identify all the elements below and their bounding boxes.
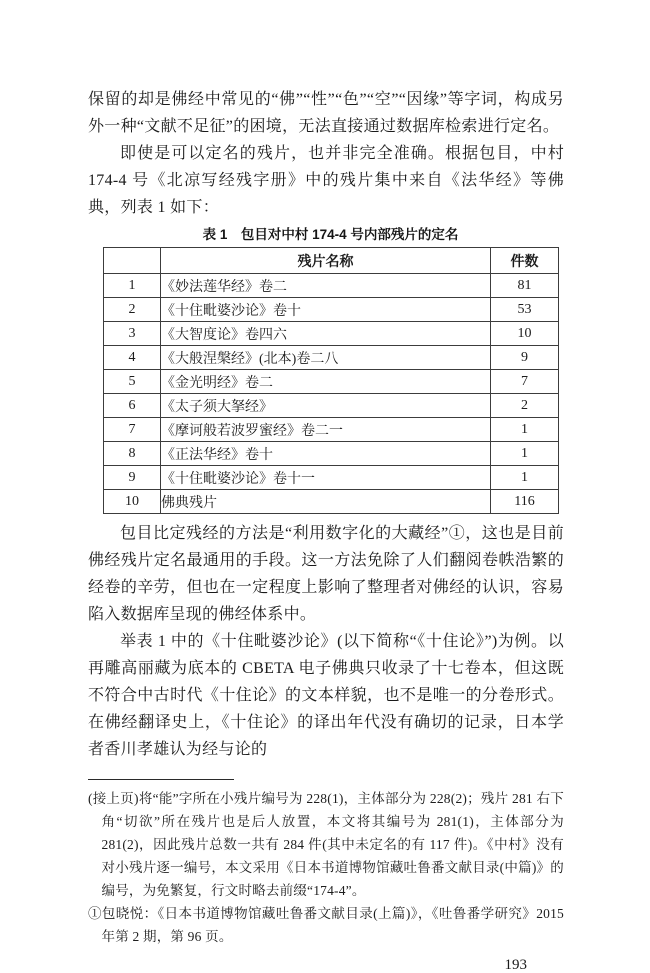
cell-count: 2	[491, 394, 559, 418]
cell-name: 《金光明经》卷二	[161, 370, 491, 394]
cell-name: 《大般涅槃经》(北本)卷二八	[161, 346, 491, 370]
cell-name: 佛典残片	[161, 490, 491, 514]
cell-count: 116	[491, 490, 559, 514]
paragraph-method: 包目比定残经的方法是“利用数字化的大藏经”①，这也是目前佛经残片定名最通用的手段。这一方法免除了人们翻阅卷帙浩繁的经卷的辛劳，但也在一定程度上影响了整理者对佛经的认识，容易陷入数据库呈现的佛经体系中。	[88, 525, 564, 623]
cell-index: 2	[104, 298, 161, 322]
cell-count: 53	[491, 298, 559, 322]
cell-name: 《太子须大拏经》	[161, 394, 491, 418]
page-content	[88, 86, 564, 973]
cell-index: 9	[104, 466, 161, 490]
cell-index: 7	[104, 418, 161, 442]
cell-count: 1	[491, 418, 559, 442]
table-row	[104, 466, 559, 490]
paragraph-example: 举表 1 中的《十住毗婆沙论》(以下简称“《十住论》”)为例。以再雕高丽藏为底本的 CBETA 电子佛典只收录了十七卷本，但这既不符合中古时代《十住论》的文本样貌，也不是唯一的分卷形式。在佛经翻译史上，《十住论》的译出年代没有确切的记录，日本学者香川孝雄认为经与论的	[88, 633, 564, 758]
footnotes-block	[88, 787, 564, 948]
cell-index: 3	[104, 322, 161, 346]
footnote-continued: (接上页)将“能”字所在小残片编号为 228(1)，主体部分为 228(2)；残片 281 右下角“切欲”所在残片也是后人放置，本文将其编号为 281(1)，主体部分为 281(2)，因此残片总数一共有 284 件(其中未定名的有 117 件)。《中村》没有对小残片逐一编号，本文采用《日本书道博物馆藏吐鲁番文献目录(中篇)》的编号，为免繁复，行文时略去前缀“174-4”。	[88, 791, 564, 898]
table-row	[104, 490, 559, 514]
cell-index: 8	[104, 442, 161, 466]
cell-index: 6	[104, 394, 161, 418]
table-row	[104, 322, 559, 346]
cell-name: 《大智度论》卷四六	[161, 322, 491, 346]
page-number: 193	[504, 957, 527, 973]
table-header-row	[104, 248, 559, 274]
cell-count: 81	[491, 274, 559, 298]
footnote-divider	[88, 779, 234, 780]
table-row	[104, 274, 559, 298]
footnote-1: ①包晓悦：《日本书道博物馆藏吐鲁番文献目录(上篇)》，《吐鲁番学研究》2015 年第 2 期，第 96 页。	[88, 906, 564, 944]
cell-name: 《妙法莲华经》卷二	[161, 274, 491, 298]
cell-count: 10	[491, 322, 559, 346]
cell-count: 1	[491, 466, 559, 490]
cell-index: 4	[104, 346, 161, 370]
cell-name: 《正法华经》卷十	[161, 442, 491, 466]
cell-count: 7	[491, 370, 559, 394]
header-cell-count: 件数	[491, 248, 559, 274]
cell-index: 1	[104, 274, 161, 298]
table-row	[104, 298, 559, 322]
table-row	[104, 442, 559, 466]
paragraph-continued: 保留的却是佛经中常见的“佛”“性”“色”“空”“因缘”等字词，构成另外一种“文献不足征”的困境，无法直接通过数据库检索进行定名。	[88, 91, 564, 135]
cell-index: 5	[104, 370, 161, 394]
table-row	[104, 346, 559, 370]
table-row	[104, 394, 559, 418]
cell-count: 1	[491, 442, 559, 466]
cell-name: 《十住毗婆沙论》卷十	[161, 298, 491, 322]
fragments-table	[103, 247, 559, 514]
table-row	[104, 370, 559, 394]
cell-index: 10	[104, 490, 161, 514]
cell-name: 《十住毗婆沙论》卷十一	[161, 466, 491, 490]
paragraph-intro-table: 即使是可以定名的残片，也并非完全准确。根据包目，中村 174-4 号《北凉写经残字册》中的残片集中来自《法华经》等佛典，列表 1 如下：	[88, 145, 564, 216]
table-caption: 表 1 包目对中村 174-4 号内部残片的定名	[202, 227, 459, 242]
cell-name: 《摩诃般若波罗蜜经》卷二一	[161, 418, 491, 442]
header-cell-fragment-name: 残片名称	[161, 248, 491, 274]
header-cell-blank	[104, 248, 161, 274]
table-row	[104, 418, 559, 442]
cell-count: 9	[491, 346, 559, 370]
